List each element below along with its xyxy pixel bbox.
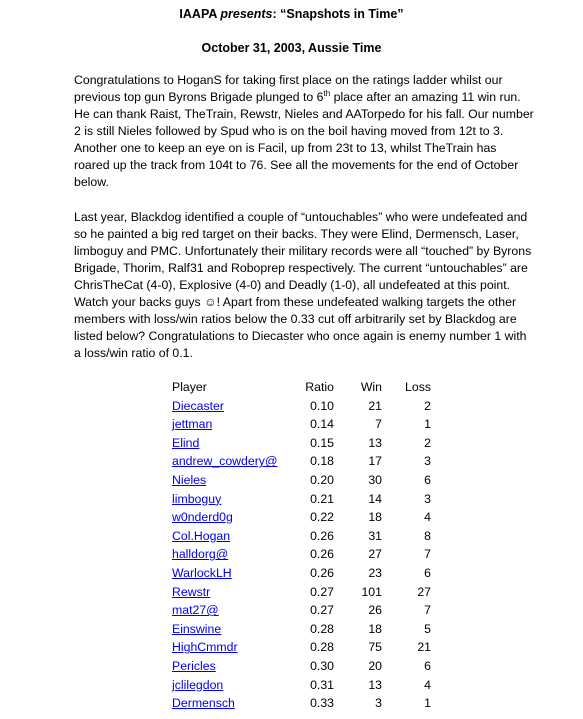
intro-text-part2: place after an amazing 11 win run. He can thank Raist, TheTrain, Rewstr, Nieles and AATorpedo for his fall. Our number 2 is still Nieles followed by Spud who is on the boil having moved from 12t to 3. Another one to keep an eye on is Facil, up from 23t to 13, whilst TheTrain has roared up the track from 104t to 76. See all the movements for the end of October below. — [74, 90, 534, 189]
loss-cell: 1 — [424, 417, 431, 432]
loss-cell: 3 — [424, 454, 431, 469]
player-link[interactable]: WarlockLH — [172, 565, 232, 580]
player-link[interactable]: Dermensch — [172, 696, 235, 711]
player-link[interactable]: w0nderd0g — [172, 510, 233, 525]
table-row — [172, 452, 431, 471]
player-cell — [172, 676, 300, 695]
win-cell: 14 — [368, 491, 382, 506]
ratio-cell: 0.15 — [310, 435, 334, 450]
table-row — [172, 397, 431, 416]
table-row — [172, 657, 431, 676]
org-name: IAAPA — [179, 7, 217, 21]
table-row — [172, 490, 431, 509]
player-cell — [172, 694, 300, 713]
loss-cell: 6 — [424, 472, 431, 487]
player-cell — [172, 601, 300, 620]
header-ratio: Ratio — [305, 380, 334, 394]
table-row — [172, 638, 431, 657]
player-link[interactable]: HighCmmdr — [172, 640, 238, 655]
player-cell — [172, 583, 300, 602]
player-link[interactable]: Nieles — [172, 472, 207, 487]
ratio-cell: 0.33 — [310, 696, 334, 711]
table-row — [172, 471, 431, 490]
player-link[interactable]: Elind — [172, 435, 200, 450]
loss-cell: 5 — [424, 621, 431, 636]
win-cell: 75 — [368, 640, 382, 655]
player-link[interactable]: jclilegdon — [172, 677, 224, 692]
player-cell — [172, 545, 300, 564]
ratio-cell: 0.31 — [310, 677, 334, 692]
table-row — [172, 676, 431, 695]
loss-cell: 6 — [424, 565, 431, 580]
player-cell — [172, 564, 300, 583]
presents-word: presents — [220, 7, 273, 21]
ratings-table — [172, 378, 431, 713]
loss-cell: 6 — [424, 658, 431, 673]
table-row — [172, 564, 431, 583]
player-cell — [172, 434, 300, 453]
player-link[interactable]: halldorg@ — [172, 547, 229, 562]
loss-cell: 21 — [417, 640, 431, 655]
ratio-cell: 0.10 — [310, 398, 334, 413]
table-row — [172, 434, 431, 453]
ratio-cell: 0.26 — [310, 565, 334, 580]
table-row — [172, 583, 431, 602]
untouchables-paragraph: Last year, Blackdog identified a couple of “untouchables” who were undefeated and so he painted a big red target on their backs. They were Elind, Dermensch, Laser, limboguy and PMC. Unfortunately their military records were all “touched” by Byrons Brigade, Thorim, Ralf31 and Roboprep respectively. The current “untouchables” are ChrisTheCat (4-0), Explosive (4-0) and Deadly (1-0), all undefeated at this point. Watch your backs guys ☺! Apart from these undefeated walking targets the other members with loss/win ratios below the 0.33 cut off arbitrarily set by Blackdog are listed below? Congratulations to Diecaster who once again is enemy number 1 with a loss/win ratio of 0.1. — [74, 210, 532, 360]
loss-cell: 27 — [417, 584, 431, 599]
win-cell: 21 — [368, 398, 382, 413]
table-row — [172, 527, 431, 546]
player-link[interactable]: Einswine — [172, 621, 222, 636]
ratio-cell: 0.27 — [310, 603, 334, 618]
player-cell — [172, 657, 300, 676]
header-player: Player — [172, 380, 207, 394]
win-cell: 18 — [368, 621, 382, 636]
document-title — [0, 7, 583, 21]
win-cell: 23 — [368, 565, 382, 580]
loss-cell: 2 — [424, 398, 431, 413]
ratio-cell: 0.26 — [310, 547, 334, 562]
win-cell: 13 — [368, 677, 382, 692]
player-link[interactable]: jettman — [172, 417, 213, 432]
win-cell: 13 — [368, 435, 382, 450]
ratio-cell: 0.22 — [310, 510, 334, 525]
document-date: October 31, 2003, Aussie Time — [201, 41, 382, 55]
table-row — [172, 601, 431, 620]
player-link[interactable]: andrew_cowdery@ — [172, 454, 278, 469]
table-row — [172, 620, 431, 639]
win-cell: 26 — [368, 603, 382, 618]
player-cell — [172, 452, 300, 471]
loss-cell: 7 — [424, 603, 431, 618]
ratio-cell: 0.28 — [310, 621, 334, 636]
table-row — [172, 415, 431, 434]
player-cell — [172, 490, 300, 509]
table-header-row — [172, 378, 431, 397]
loss-cell: 3 — [424, 491, 431, 506]
loss-cell: 7 — [424, 547, 431, 562]
player-cell — [172, 638, 300, 657]
player-link[interactable]: Pericles — [172, 658, 216, 673]
ratio-cell: 0.30 — [310, 658, 334, 673]
intro-text-part1: Congratulations to HoganS for taking first place on the ratings ladder whilst our previous top gun Byrons Brigade plunged to 6 — [74, 73, 503, 104]
player-cell — [172, 415, 300, 434]
ratio-cell: 0.26 — [310, 528, 334, 543]
win-cell: 17 — [368, 454, 382, 469]
header-loss: Loss — [405, 380, 431, 394]
intro-paragraph — [74, 72, 534, 191]
ratio-cell: 0.14 — [310, 417, 334, 432]
ratio-cell: 0.27 — [310, 584, 334, 599]
player-cell — [172, 620, 300, 639]
ratio-cell: 0.18 — [310, 454, 334, 469]
loss-cell: 4 — [424, 677, 431, 692]
ratio-cell: 0.28 — [310, 640, 334, 655]
win-cell: 18 — [368, 510, 382, 525]
ratio-cell: 0.21 — [310, 491, 334, 506]
player-link[interactable]: limboguy — [172, 491, 222, 506]
show-title: : “Snapshots in Time” — [272, 7, 404, 21]
ratio-cell: 0.20 — [310, 472, 334, 487]
player-link[interactable]: mat27@ — [172, 603, 219, 618]
table-row — [172, 694, 431, 713]
header-win: Win — [360, 380, 382, 394]
loss-cell: 2 — [424, 435, 431, 450]
player-cell — [172, 471, 300, 490]
table-row — [172, 508, 431, 527]
player-link[interactable]: Diecaster — [172, 398, 224, 413]
player-cell — [172, 397, 300, 416]
player-cell — [172, 508, 300, 527]
win-cell: 101 — [361, 584, 382, 599]
win-cell: 31 — [368, 528, 382, 543]
loss-cell: 4 — [424, 510, 431, 525]
table-body — [172, 397, 431, 713]
win-cell: 3 — [375, 696, 382, 711]
ordinal-suffix: th — [323, 88, 331, 98]
win-cell: 27 — [368, 547, 382, 562]
player-link[interactable]: Col.Hogan — [172, 528, 231, 543]
win-cell: 30 — [368, 472, 382, 487]
player-link[interactable]: Rewstr — [172, 584, 211, 599]
win-cell: 20 — [368, 658, 382, 673]
loss-cell: 1 — [424, 696, 431, 711]
player-cell — [172, 527, 300, 546]
table-row — [172, 545, 431, 564]
win-cell: 7 — [375, 417, 382, 432]
loss-cell: 8 — [424, 528, 431, 543]
